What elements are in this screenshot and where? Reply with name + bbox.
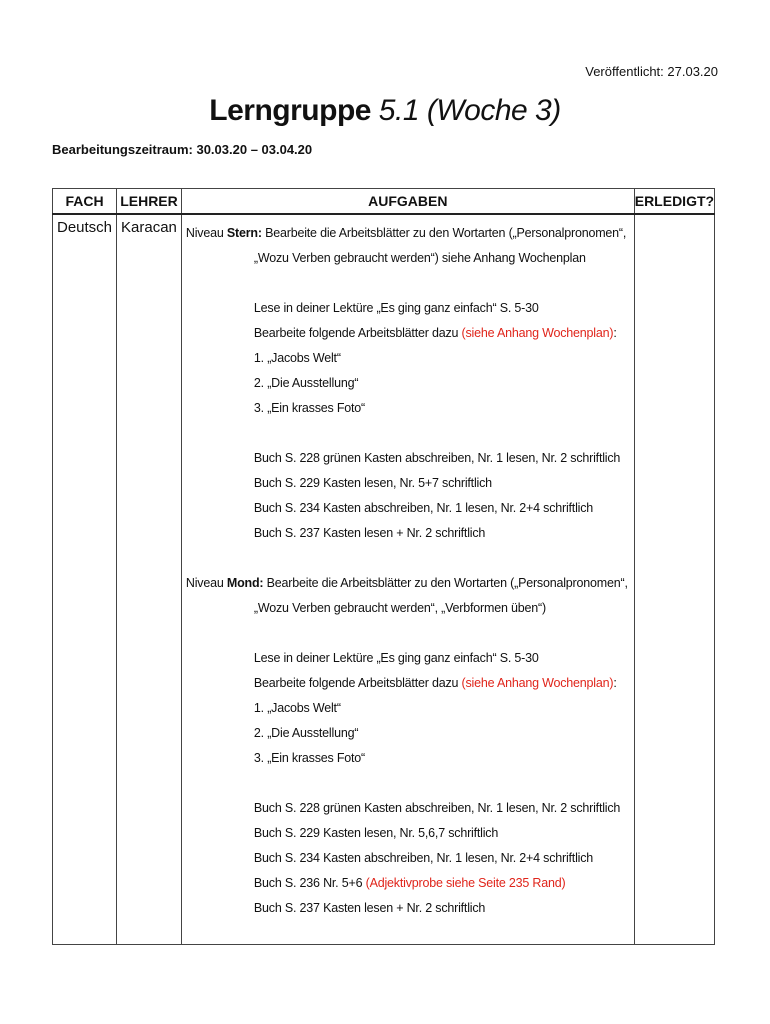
mond-book: [186, 871, 628, 896]
stern-level: Stern:: [226, 226, 262, 240]
teacher-text: Karacan: [121, 219, 177, 236]
header-aufgaben: AUFGABEN: [181, 189, 634, 215]
mond-line-2: „Wozu Verben gebraucht werden“, „Verbformen üben“): [253, 601, 546, 615]
stern-book: Buch S. 234 Kasten abschreiben, Nr. 1 lesen, Nr. 2+4 schriftlich: [253, 501, 594, 515]
stern-item: 3. „Ein krasses Foto“: [253, 401, 366, 415]
stern-work: [186, 321, 628, 346]
mond-work-red: (siehe Anhang Wochenplan): [461, 676, 614, 690]
cell-erledigt: [634, 214, 714, 945]
stern-item: 2. „Die Ausstellung“: [253, 376, 359, 390]
mond-book: Buch S. 234 Kasten abschreiben, Nr. 1 lesen, Nr. 2+4 schriftlich: [253, 851, 594, 865]
mond-read: Lese in deiner Lektüre „Es ging ganz einfach“ S. 5-30: [253, 651, 539, 665]
stern-read: Lese in deiner Lektüre „Es ging ganz einfach“ S. 5-30: [253, 301, 539, 315]
stern-line-2: „Wozu Verben gebraucht werden“) siehe Anhang Wochenplan: [253, 251, 586, 265]
stern-prefix: Niveau: [185, 226, 227, 240]
tasks-content: [182, 215, 634, 921]
mond-work-prefix: Bearbeite folgende Arbeitsblätter dazu: [253, 676, 462, 690]
stern-item: 1. „Jacobs Welt“: [253, 351, 341, 365]
mond-item: 2. „Die Ausstellung“: [253, 726, 359, 740]
stern-book: Buch S. 229 Kasten lesen, Nr. 5+7 schriftlich: [253, 476, 492, 490]
stern-book: Buch S. 237 Kasten lesen + Nr. 2 schriftlich: [253, 526, 486, 540]
mond-prefix: Niveau: [185, 576, 227, 590]
stern-text-1: Bearbeite die Arbeitsblätter zu den Wortarten („Personalpronomen“,: [261, 226, 627, 240]
mond-book: Buch S. 229 Kasten lesen, Nr. 5,6,7 schriftlich: [253, 826, 499, 840]
cell-aufgaben: [181, 214, 634, 945]
mond-level: Mond:: [226, 576, 264, 590]
mond-book: Buch S. 237 Kasten lesen + Nr. 2 schriftlich: [253, 901, 486, 915]
stern-line-1: [186, 221, 628, 246]
mond-book4-red: (Adjektivprobe siehe Seite 235 Rand): [365, 876, 566, 890]
published-date: Veröffentlicht: 27.03.20: [585, 64, 718, 79]
subject-text: Deutsch: [57, 219, 113, 236]
header-fach: FACH: [53, 189, 117, 215]
cell-fach: [53, 214, 117, 945]
weekly-plan-table: [52, 188, 715, 945]
mond-book: Buch S. 228 grünen Kasten abschreiben, Nr. 1 lesen, Nr. 2 schriftlich: [253, 801, 621, 815]
mond-book4-prefix: Buch S. 236 Nr. 5+6: [253, 876, 366, 890]
mond-work: [186, 671, 628, 696]
mond-work-suffix: :: [613, 676, 617, 690]
header-lehrer: LEHRER: [117, 189, 182, 215]
stern-book: Buch S. 228 grünen Kasten abschreiben, Nr. 1 lesen, Nr. 2 schriftlich: [253, 451, 621, 465]
mond-text-1: Bearbeite die Arbeitsblätter zu den Wortarten („Personalpronomen“,: [263, 576, 628, 590]
mond-line-1: [186, 571, 628, 596]
cell-lehrer: [117, 214, 182, 945]
page-title: [0, 94, 770, 128]
stern-work-red: (siehe Anhang Wochenplan): [461, 326, 614, 340]
table-header-row: [53, 189, 715, 215]
table-row: [53, 214, 715, 945]
mond-item: 3. „Ein krasses Foto“: [253, 751, 366, 765]
header-erledigt: ERLEDIGT?: [634, 189, 714, 215]
mond-item: 1. „Jacobs Welt“: [253, 701, 341, 715]
stern-work-prefix: Bearbeite folgende Arbeitsblätter dazu: [253, 326, 462, 340]
title-italic: 5.1 (Woche 3): [378, 94, 561, 127]
title-bold: Lerngruppe: [209, 94, 371, 127]
stern-work-suffix: :: [613, 326, 617, 340]
processing-period: Bearbeitungszeitraum: 30.03.20 – 03.04.20: [52, 142, 313, 157]
